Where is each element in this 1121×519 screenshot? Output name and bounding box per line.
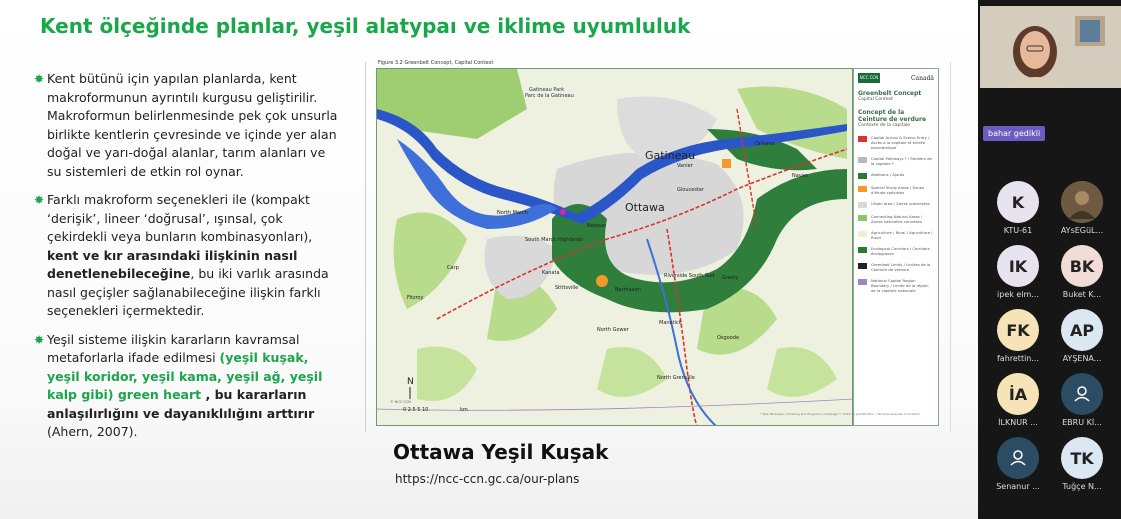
participant-tile[interactable] [994,437,1042,491]
video-person-icon [980,6,1121,88]
scale-unit: km [460,407,468,413]
legend-item [858,246,934,256]
bullet-marker-icon: ✸ [34,332,45,347]
legend-swatch [858,263,867,269]
map-footnote-right: * NCC Parkways / Crossing and Programs / lotissage ** 2019 de planification / Terrains réservés à l'activité [760,412,920,416]
participant-tile[interactable] [994,181,1042,235]
bullet-text: Farklı makroform seçenekleri ile (kompakt ‘derişik’, lineer ‘doğrusal’, ışınsal, çok çekirdekli veya bunların kombinasyonları), [47,192,313,244]
bullet-item [34,191,339,321]
legend-item [858,185,934,195]
map-label-stittsville: Stittsville [555,285,579,291]
map-label-osgoode: Osgoode [717,335,740,341]
bullet-bold-text: kent ve kır arasındaki ilişkinin nasıl denetlenebileceğine [47,247,298,281]
avatar: BK [1061,245,1103,287]
legend-swatch [858,157,867,163]
bullet-green-text: (yeşil kuşak, yeşil koridor, yeşil kama, yeşil ağ, yeşil kalp gibi) green heart [47,350,323,402]
participant-tile[interactable] [1058,245,1106,299]
participant-tile[interactable] [994,309,1042,363]
map-footnote: © NCC CCN [390,400,411,404]
user-icon [1061,373,1103,415]
participant-name: EBRU Kİ... [1062,418,1102,427]
participant-name: İLKNUR ... [998,418,1038,427]
legend-title: Greenbelt Concept [858,90,922,97]
participant-tile[interactable] [1058,309,1106,363]
avatar-photo [1061,181,1103,223]
map-label-vanier: Vanier [677,163,693,169]
legend-label: Greenbelt Limits / Limites de la Ceinture de verdure [871,262,931,272]
scale-bar: 0 2.5 5 10 [403,407,429,413]
legend-swatch [858,136,867,142]
legend-swatch [858,173,867,179]
legend-item [858,262,934,272]
bullet-bold-text: , bu kararların anlaşılırlığını ve dayanıklılığını arttırır [47,387,315,421]
north-arrow-icon: N [407,377,414,387]
participant-tile[interactable] [994,245,1042,299]
user-icon [997,437,1039,479]
map-label-north-march: North March [497,210,528,216]
map-label-greely: Greely [722,275,739,281]
legend-label: Capital Pathways * / Sentiers de la capitale * [871,156,932,166]
participant-tile[interactable] [1058,373,1106,427]
canada-wordmark: Canadä [910,74,934,82]
legend-label: National Capital Region Boundary / Limite de la région de la capitale nationale [871,278,929,293]
map-label-south-march: South March Highlands [525,237,583,243]
map-label-fitzroy: Fitzroy [407,295,424,301]
bullet-marker-icon: ✸ [34,193,45,207]
self-video-tile[interactable] [980,6,1121,88]
source-url[interactable]: https://ncc-ccn.gc.ca/our-plans [395,472,580,486]
legend-swatch [858,202,867,208]
participant-name: Buket K... [1062,290,1102,299]
bullet-text: Yeşil sisteme ilişkin kararların kavramsal metaforlarla ifade edilmesi [47,331,300,365]
legend-items [858,135,934,293]
bullet-item [34,70,339,181]
participant-name: KTU-61 [1003,226,1033,235]
legend-swatch [858,215,867,221]
bullet-item [34,331,339,442]
map-label-navan: Navan [792,173,808,179]
legend-label: Agriculture / Rural / Agriculture / Rural [871,230,933,240]
figure-caption: Figure 3.2 Greenbelt Concept, Capital Context [378,60,494,66]
legend-item [858,156,934,166]
legend-label: Additions / Ajouts [871,172,905,177]
map-label-carp: Carp [447,265,459,271]
map-label-gatineau: Gatineau [645,149,696,162]
map-label-manotick: Manotick [659,320,682,326]
participant-name: ipek elm... [997,290,1039,299]
slide-divider [365,62,366,432]
map-label-north-grenville: North Grenville [657,375,695,381]
avatar: AP [1061,309,1103,351]
avatar: TK [1061,437,1103,479]
legend-item [858,201,934,208]
map-label-orleans: Orléans [755,141,775,147]
participant-name: fahrettin... [996,354,1040,363]
slide-divider [950,62,951,432]
map-label-north-gower: North Gower [597,327,629,333]
legend-subtitle-fr: Contexte de la capitale [858,123,911,128]
map-label-gloucester: Gloucester [677,187,705,193]
avatar: IK [997,245,1039,287]
legend-title-fr: Concept de la Ceinture de verdure [858,109,927,123]
legend-item [858,230,934,240]
bullet-text: , bu iki varlık arasında nasıl geçişler sağlanabileceğine ilişkin farklı seçenekleri içermektedir. [47,266,329,318]
legend-label: Special Study Areas / Zones d'étude spéciales [871,185,925,195]
participant-tile[interactable] [994,373,1042,427]
legend-item [858,172,934,179]
legend-swatch [858,186,867,192]
legend-subtitle: Capital Context [858,97,893,102]
map-label-gatineau-park: Gatineau Park [529,87,565,93]
map-legend [853,68,939,426]
participant-name: AYŞENA... [1062,354,1102,363]
bullet-text: Kent bütünü için yapılan planlarda, kent makroformunun ayrıntılı kurgusu geliştirilir. Makroformun belirlenmesinde pek çok unsurla birlikte kentlerin çevresinde ve içinde yer alan doğal ve yarı-doğal alanlar, tarım alanları ve su sistemleri de etkin rol oynar. [47,71,338,179]
map-label-parc-gatineau: Parc de la Gatineau [525,93,574,99]
participant-name: AYsEGüL... [1060,226,1104,235]
slide-title: Kent ölçeğinde planlar, yeşil alatypaı ve iklime uyumluluk [40,14,691,38]
bullet-list [34,70,339,452]
participant-name: Senanur ... [996,482,1040,491]
avatar: K [997,181,1039,223]
map-label-riverside-south: Riverside South Sud [664,273,715,279]
map-label-ottawa: Ottawa [625,201,665,214]
avatar: FK [997,309,1039,351]
legend-item [858,135,934,150]
participant-tile[interactable] [1058,181,1106,235]
map-caption: Ottawa Yeşil Kuşak [393,440,609,464]
map-drawing [377,69,853,426]
bullet-text: (Ahern, 2007). [47,424,138,439]
legend-item [858,214,934,224]
legend-label: Urban Area / Zones urbanisées [871,201,930,206]
bullet-marker-icon: ✸ [34,72,45,86]
map-label-barrhaven: Barrhaven [615,287,641,293]
map-label-nepean: Nepean [587,223,607,229]
legend-swatch [858,231,867,237]
participant-name: Tuğçe N... [1062,482,1102,491]
legend-item [858,278,934,293]
legend-label: Capital Arrival & Scenic Entry / Accès à la capitale et entrée panoramique [871,135,930,150]
avatar: İA [997,373,1039,415]
legend-label: Connecting Natural Areas / Zones naturelles connexes [871,214,923,224]
participant-tile[interactable] [1058,437,1106,491]
greenbelt-map [376,68,853,426]
legend-swatch [858,279,867,285]
self-name-label: bahar gedikli [983,126,1045,141]
legend-label: Ecological Corridors / Corridors écologiques [871,246,930,256]
legend-swatch [858,247,867,253]
ncc-logo: NCC CCN [858,73,880,83]
map-label-kanata: Kanata [542,270,560,276]
